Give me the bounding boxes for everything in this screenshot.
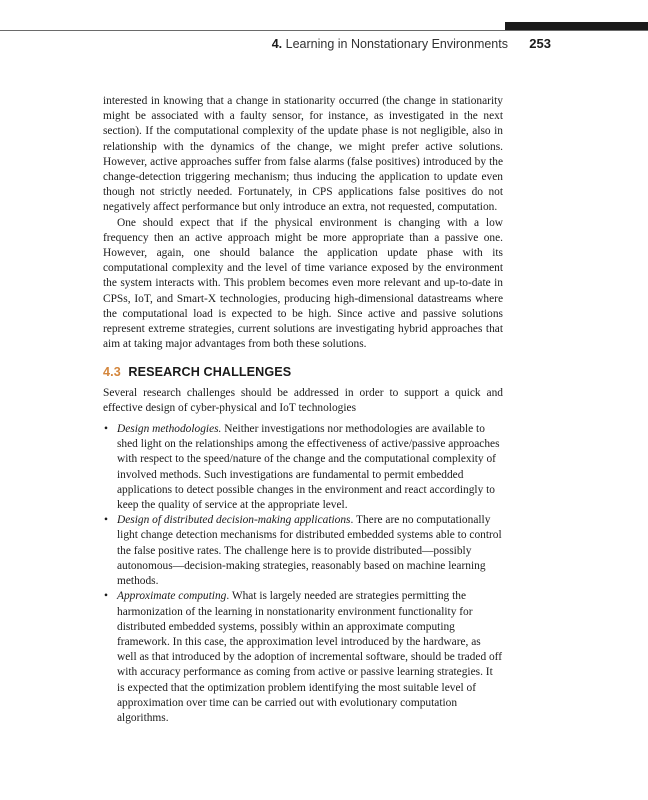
header-bar — [505, 22, 648, 30]
chapter-title: Learning in Nonstationary Environments — [285, 37, 508, 51]
body-paragraph-2: One should expect that if the physical environment is changing with a low frequency then an active approach might be more appropriate than a passive one. However, again, one should balance the application update phase with its computational complexity and the level of time variance exposed by the environment the system interacts with. This problem becomes even more relevant and up-to-date in CPSs, IoT, and Smart-X technologies, producing high-dimensional datastreams where the computational load is expected to be high. Since active and passive solutions represent extreme strategies, current solutions are investigating hybrid approaches that aim at taking major advantages from both these solutions. — [103, 216, 503, 351]
page-content — [103, 94, 503, 726]
item-text: . What is largely needed are strategies permitting the harmonization of the learning in nonstationarity environment functionality for distributed embedded systems, possibly within an approximate computing framework. In this case, the approximation level introduced by the hardware, as well as that introduced by the adoption of incremental software, should be traded off with accuracy performance as coming from active or passive learning strategies. It is expected that the optimization problem identifying the most suitable level of approximation over time can be carried out with evolutionary computation algorithms. — [117, 590, 503, 724]
section-intro: Several research challenges should be addressed in order to support a quick and effective design of cyber-physical and IoT technologies — [103, 386, 503, 414]
list-item — [103, 589, 503, 726]
body-paragraph-1: interested in knowing that a change in stationarity occurred (the change in stationarity might be associated with a faulty sensor, for instance, as investigated in the next section). If the computational complexity of the update phase is not negligible, also in relationship with the dynamics of the change, we might prefer active solutions. However, active approaches suffer from false alarms (false positives) introduced by the change-detection triggering mechanism; thus inducing the application to update even though not strictly needed. Fortunately, in CPS applications false positives do not negatively affect performance but only introduce an extra, not requested, computation. — [103, 95, 503, 214]
page-number: 253 — [529, 36, 551, 51]
item-term: Approximate computing — [117, 590, 227, 603]
chapter-number: 4. — [271, 37, 283, 51]
challenge-list — [103, 422, 503, 726]
item-term: Design of distributed decision-making applications — [117, 514, 351, 527]
section-title: RESEARCH CHALLENGES — [128, 365, 292, 380]
bullet-icon: • — [104, 423, 108, 436]
item-term: Design methodologies. — [117, 423, 222, 436]
list-item — [103, 422, 503, 513]
bullet-icon: • — [104, 514, 108, 527]
section-heading — [103, 365, 503, 380]
header-rule — [0, 30, 648, 31]
bullet-icon: • — [104, 590, 108, 603]
list-item — [103, 513, 503, 589]
item-text: . There are no computationally light change detection mechanisms for distributed embedded systems able to control the false positive rates. The challenge here is to provide distributed—possibly autonomous—decision-making strategies, reasonably based on machine learning methods. — [117, 514, 502, 588]
section-number: 4.3 — [103, 365, 121, 380]
running-head — [272, 37, 508, 51]
item-text: Neither investigations nor methodologies are available to shed light on the relationships among the effectiveness of active/passive approaches with respect to the speed/nature of the change and the computational complexity of involved methods. Such investigations are fundamental to permit embedded applications to detect possible changes in the environment and react accordingly to keep the quality of service at the appropriate level. — [117, 423, 500, 512]
